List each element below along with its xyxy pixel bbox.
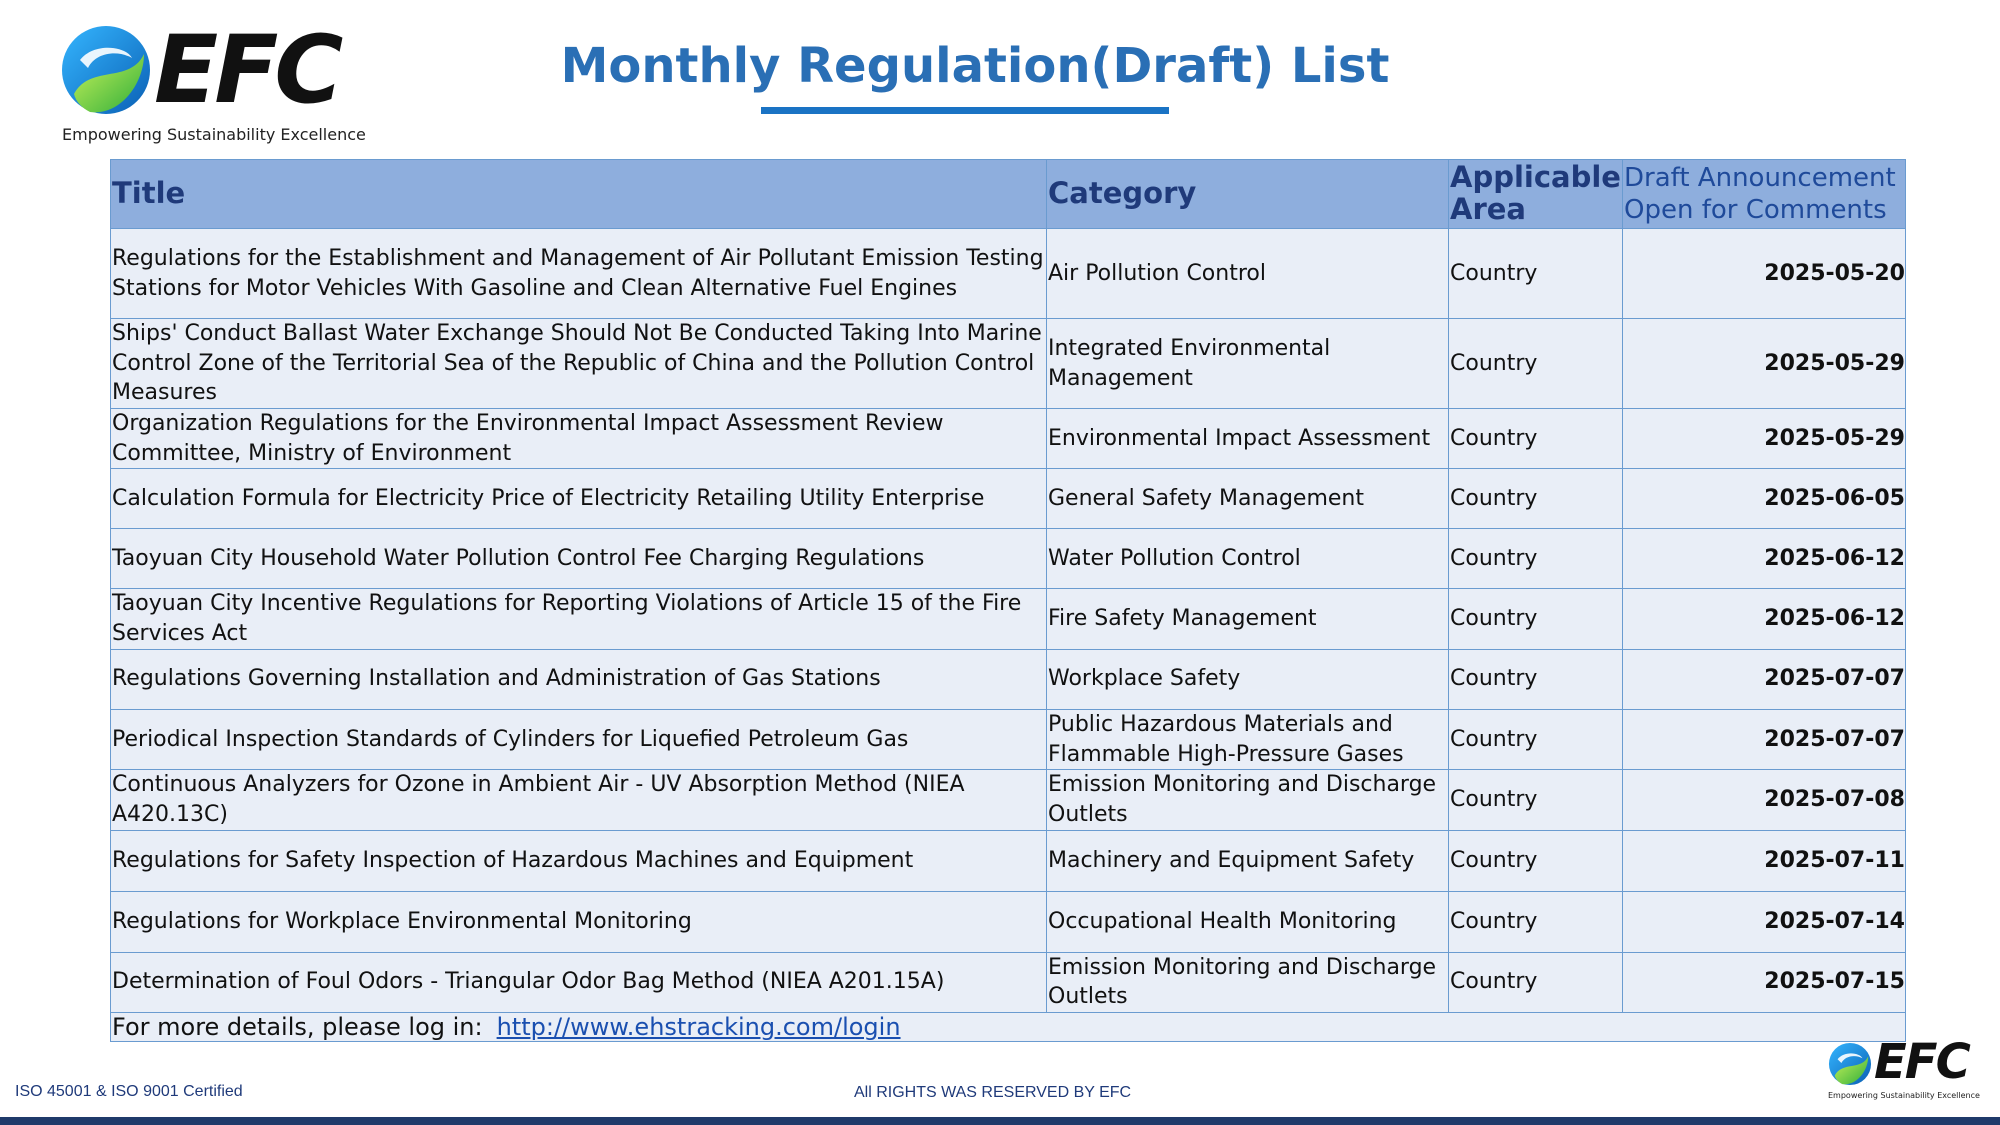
- row-date: 2025-07-14: [1623, 891, 1906, 952]
- title-underline: [761, 107, 1169, 114]
- row-area: Country: [1449, 529, 1623, 589]
- brand-wordmark-small: EFC: [1874, 1034, 1969, 1090]
- row-date: 2025-07-07: [1623, 649, 1906, 709]
- row-category: Air Pollution Control: [1047, 229, 1449, 319]
- table-row: [111, 529, 1906, 589]
- row-category: Machinery and Equipment Safety: [1047, 830, 1449, 891]
- row-area: Country: [1449, 409, 1623, 469]
- brand-logo-small: [1828, 1034, 1988, 1108]
- login-prompt: For more details, please log in:: [112, 1012, 483, 1041]
- row-date: 2025-05-20: [1623, 229, 1906, 319]
- row-category: Occupational Health Monitoring: [1047, 891, 1449, 952]
- table-row: [111, 830, 1906, 891]
- table-row: [111, 649, 1906, 709]
- row-title: Continuous Analyzers for Ozone in Ambient Air - UV Absorption Method (NIEA A420.13C): [111, 770, 1047, 830]
- row-area: Country: [1449, 469, 1623, 529]
- row-title: Regulations for Safety Inspection of Hazardous Machines and Equipment: [111, 830, 1047, 891]
- table-row: [111, 319, 1906, 409]
- row-title: Periodical Inspection Standards of Cylinders for Liquefied Petroleum Gas: [111, 709, 1047, 769]
- brand-tagline: Empowering Sustainability Excellence: [62, 125, 366, 144]
- row-date: 2025-06-05: [1623, 469, 1906, 529]
- table-footer-cell: [111, 1012, 1906, 1041]
- table-row: [111, 589, 1906, 649]
- row-category: Workplace Safety: [1047, 649, 1449, 709]
- globe-swoosh-icon: [60, 24, 152, 116]
- row-category: Emission Monitoring and Discharge Outlets: [1047, 770, 1449, 830]
- row-category: Emission Monitoring and Discharge Outlets: [1047, 952, 1449, 1012]
- row-area: Country: [1449, 952, 1623, 1012]
- row-category: Water Pollution Control: [1047, 529, 1449, 589]
- table-row: [111, 952, 1906, 1012]
- row-title: Determination of Foul Odors - Triangular Odor Bag Method (NIEA A201.15A): [111, 952, 1047, 1012]
- row-date: 2025-07-15: [1623, 952, 1906, 1012]
- row-area: Country: [1449, 229, 1623, 319]
- row-area: Country: [1449, 589, 1623, 649]
- row-title: Organization Regulations for the Environmental Impact Assessment Review Committee, Ministry of Environment: [111, 409, 1047, 469]
- row-area: Country: [1449, 319, 1623, 409]
- row-area: Country: [1449, 649, 1623, 709]
- table-row: [111, 469, 1906, 529]
- row-category: Integrated Environmental Management: [1047, 319, 1449, 409]
- row-area: Country: [1449, 891, 1623, 952]
- table-footer-row: [111, 1012, 1906, 1041]
- brand-logo: [60, 16, 380, 147]
- brand-wordmark: EFC: [154, 16, 340, 125]
- brand-tagline-small: Empowering Sustainability Excellence: [1828, 1091, 1980, 1100]
- iso-certification: ISO 45001 & ISO 9001 Certified: [15, 1083, 243, 1100]
- row-date: 2025-07-11: [1623, 830, 1906, 891]
- header-category: Category: [1047, 160, 1449, 229]
- row-date: 2025-05-29: [1623, 319, 1906, 409]
- row-title: Regulations Governing Installation and Administration of Gas Stations: [111, 649, 1047, 709]
- row-title: Regulations for the Establishment and Management of Air Pollutant Emission Testing Stations for Motor Vehicles With Gasoline and Clean Alternative Fuel Engines: [111, 229, 1047, 319]
- table-row: [111, 709, 1906, 769]
- header-applicable-area: Applicable Area: [1449, 160, 1623, 229]
- bottom-bar: [0, 1117, 2000, 1125]
- table-row: [111, 409, 1906, 469]
- table-header-row: [111, 160, 1906, 229]
- header-draft-announcement: Draft Announcement Open for Comments: [1623, 160, 1906, 229]
- row-date: 2025-06-12: [1623, 529, 1906, 589]
- page-title: Monthly Regulation(Draft) List: [560, 38, 1390, 94]
- row-title: Regulations for Workplace Environmental Monitoring: [111, 891, 1047, 952]
- row-title: Calculation Formula for Electricity Price of Electricity Retailing Utility Enterprise: [111, 469, 1047, 529]
- row-category: Environmental Impact Assessment: [1047, 409, 1449, 469]
- row-category: General Safety Management: [1047, 469, 1449, 529]
- row-date: 2025-07-08: [1623, 770, 1906, 830]
- table-row: [111, 770, 1906, 830]
- row-category: Fire Safety Management: [1047, 589, 1449, 649]
- row-date: 2025-05-29: [1623, 409, 1906, 469]
- regulation-table: [110, 159, 1906, 1042]
- globe-swoosh-icon: [1828, 1042, 1872, 1086]
- row-category: Public Hazardous Materials and Flammable High-Pressure Gases: [1047, 709, 1449, 769]
- row-date: 2025-07-07: [1623, 709, 1906, 769]
- table-row: [111, 229, 1906, 319]
- row-area: Country: [1449, 830, 1623, 891]
- row-area: Country: [1449, 770, 1623, 830]
- row-area: Country: [1449, 709, 1623, 769]
- login-link[interactable]: http://www.ehstracking.com/login: [496, 1012, 901, 1041]
- row-date: 2025-06-12: [1623, 589, 1906, 649]
- row-title: Taoyuan City Household Water Pollution Control Fee Charging Regulations: [111, 529, 1047, 589]
- row-title: Ships' Conduct Ballast Water Exchange Should Not Be Conducted Taking Into Marine Control Zone of the Territorial Sea of the Republic of China and the Pollution Control Measures: [111, 319, 1047, 409]
- header-title: Title: [111, 160, 1047, 229]
- table-row: [111, 891, 1906, 952]
- row-title: Taoyuan City Incentive Regulations for Reporting Violations of Article 15 of the Fire Services Act: [111, 589, 1047, 649]
- rights-notice: All RIGHTS WAS RESERVED BY EFC: [854, 1084, 1132, 1101]
